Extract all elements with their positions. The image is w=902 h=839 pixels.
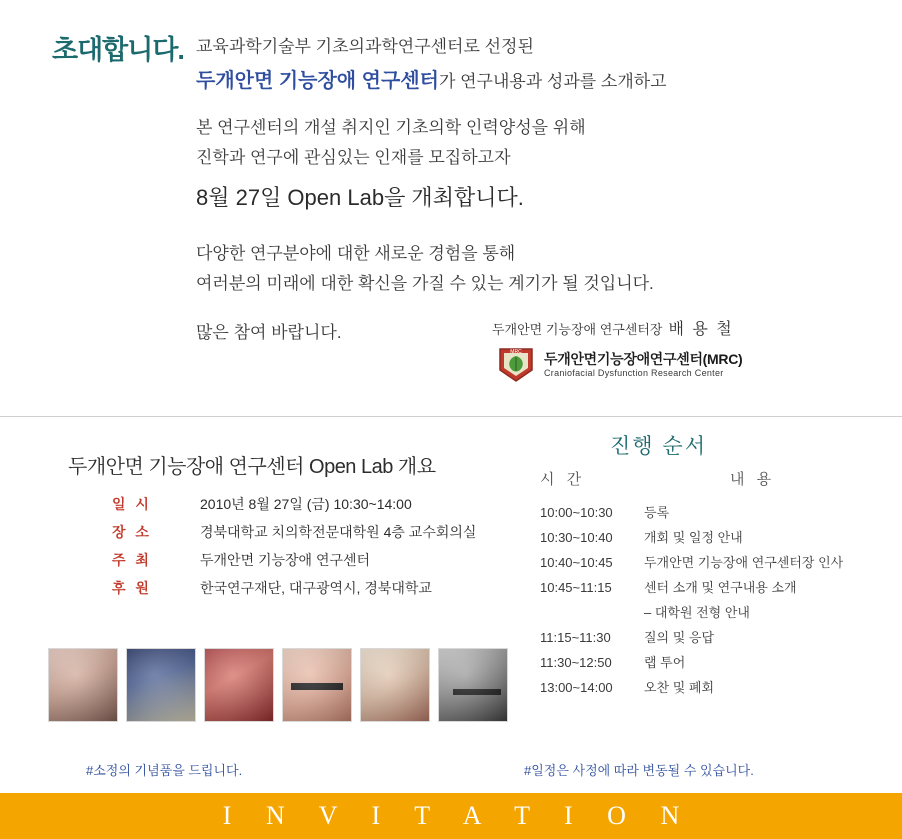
schedule-list bbox=[540, 500, 880, 700]
table-row bbox=[112, 518, 476, 546]
info-value-date: 2010년 8월 27일 (금) 10:30~14:00 bbox=[200, 496, 412, 512]
schedule-row-sub bbox=[540, 600, 880, 625]
schedule-desc: 개회 및 일정 안내 bbox=[644, 530, 743, 545]
info-value-place: 경북대학교 치의학전문대학원 4층 교수회의실 bbox=[200, 524, 477, 540]
svg-text:MRC: MRC bbox=[510, 349, 522, 355]
spacer bbox=[196, 101, 876, 113]
invitation-body bbox=[196, 32, 876, 299]
footer-band bbox=[0, 793, 902, 839]
invitation-line-5: 다양한 연구분야에 대한 새로운 경험을 통해 bbox=[196, 244, 516, 263]
photo-head-profile bbox=[438, 648, 508, 722]
signature-name: 배 용 철 bbox=[668, 321, 734, 338]
info-value-host: 두개안면 기능장애 연구센터 bbox=[200, 552, 371, 568]
schedule-desc: 등록 bbox=[644, 505, 670, 520]
invitation-line-openlab: 8월 27일 Open Lab을 개최합니다. bbox=[196, 185, 524, 210]
schedule-row bbox=[540, 500, 880, 525]
schedule-row bbox=[540, 550, 880, 575]
photo-teeth-closeup bbox=[360, 648, 430, 722]
logo-text bbox=[544, 352, 742, 379]
invitation-line-3: 본 연구센터의 개설 취지인 기초의학 인력양성을 위해 bbox=[196, 118, 586, 137]
table-row bbox=[112, 546, 476, 574]
schedule-time: 10:00~10:30 bbox=[540, 505, 613, 520]
schedule-row bbox=[540, 525, 880, 550]
logo-name-english: Craniofacial Dysfunction Research Center bbox=[544, 367, 724, 378]
schedule-desc: 질의 및 응답 bbox=[644, 630, 715, 645]
footer-band-text: I N V I T A T I O N bbox=[222, 801, 694, 830]
signature-role: 두개안면 기능장애 연구센터장 bbox=[492, 322, 663, 337]
openlab-info-table bbox=[112, 490, 476, 602]
schedule-time: 13:00~14:00 bbox=[540, 680, 613, 695]
note-schedule-change: #일정은 사정에 따라 변동될 수 있습니다. bbox=[524, 763, 754, 778]
openlab-overview-title: 두개안면 기능장애 연구센터 Open Lab 개요 bbox=[68, 456, 436, 478]
schedule-time: 10:45~11:15 bbox=[540, 580, 612, 595]
info-value-sponsor: 한국연구재단, 대구광역시, 경북대학교 bbox=[200, 580, 432, 596]
invitation-line-1: 교육과학기술부 기초의과학연구센터로 선정된 bbox=[196, 37, 534, 56]
schedule-row bbox=[540, 650, 880, 675]
photo-strip bbox=[48, 648, 508, 722]
signature-block bbox=[492, 316, 734, 339]
photo-patient-face bbox=[282, 648, 352, 722]
invitation-line-2-suffix: 가 연구내용과 성과를 소개하고 bbox=[438, 72, 667, 91]
photo-oral-cavity bbox=[204, 648, 274, 722]
table-row bbox=[112, 490, 476, 518]
info-label-host: 주 최 bbox=[112, 552, 152, 568]
schedule-col-desc: 내 용 bbox=[730, 471, 776, 488]
schedule-desc: 센터 소개 및 연구내용 소개 bbox=[644, 580, 797, 595]
schedule-time: 10:30~10:40 bbox=[540, 530, 613, 545]
schedule-desc: – 대학원 전형 안내 bbox=[644, 605, 750, 620]
spacer bbox=[196, 217, 876, 239]
schedule-row bbox=[540, 575, 880, 600]
section-divider bbox=[0, 416, 902, 417]
schedule-time: 10:40~10:45 bbox=[540, 555, 613, 570]
schedule-desc: 랩 투어 bbox=[644, 655, 686, 670]
invitation-line-4: 진학과 연구에 관심있는 인재를 모집하고자 bbox=[196, 148, 511, 167]
note-gift: #소정의 기념품을 드립니다. bbox=[86, 763, 243, 778]
corner-decoration bbox=[0, 0, 34, 12]
table-row bbox=[112, 574, 476, 602]
info-label-sponsor: 후 원 bbox=[112, 580, 152, 596]
invitation-heading: 초대합니다. bbox=[52, 35, 184, 65]
schedule-desc: 두개안면 기능장애 연구센터장 인사 bbox=[644, 555, 844, 570]
schedule-col-time: 시 간 bbox=[540, 471, 586, 488]
invitation-closing: 많은 참여 바랍니다. bbox=[196, 323, 342, 342]
center-name-highlight: 두개안면 기능장애 연구센터 bbox=[196, 70, 439, 92]
invitation-line-2 bbox=[196, 62, 876, 101]
schedule-title: 진행 순서 bbox=[610, 435, 707, 458]
schedule-desc: 오찬 및 폐회 bbox=[644, 680, 715, 695]
center-logo bbox=[496, 346, 742, 384]
photo-skull-anatomy bbox=[126, 648, 196, 722]
logo-name-korean: 두개안면기능장애연구센터(MRC) bbox=[544, 350, 743, 367]
schedule-time: 11:30~12:50 bbox=[540, 655, 612, 670]
info-label-date: 일 시 bbox=[112, 496, 152, 512]
photo-facial-pain-diagram bbox=[48, 648, 118, 722]
schedule-time: 11:15~11:30 bbox=[540, 630, 611, 645]
schedule-row bbox=[540, 625, 880, 650]
logo-emblem-icon bbox=[496, 346, 536, 384]
schedule-row bbox=[540, 675, 880, 700]
invitation-line-6: 여러분의 미래에 대한 확신을 가질 수 있는 계기가 될 것입니다. bbox=[196, 274, 654, 293]
info-label-place: 장 소 bbox=[112, 524, 152, 540]
